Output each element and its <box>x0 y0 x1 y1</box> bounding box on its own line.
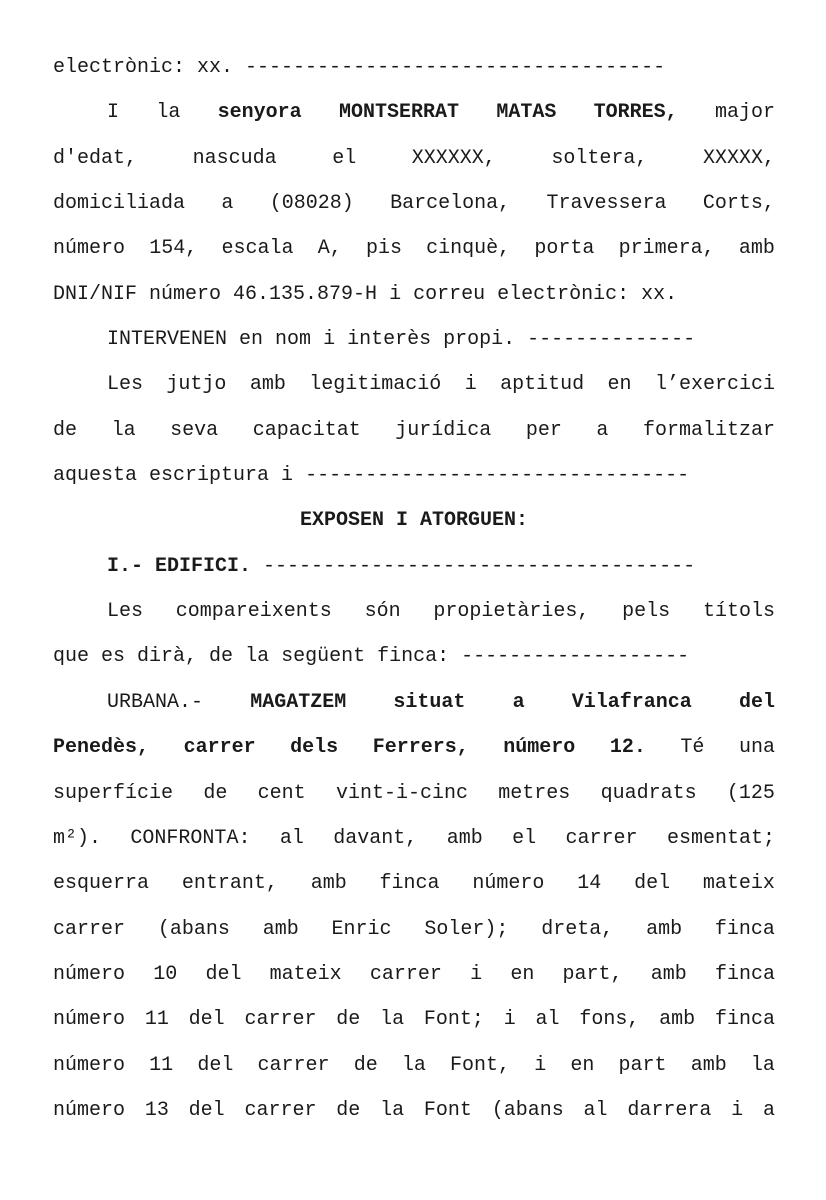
text-word: amb <box>646 917 683 941</box>
text-word: de <box>353 1053 378 1077</box>
text-word: escala <box>221 237 294 261</box>
text-word: xx. <box>197 56 234 79</box>
text-word: ------------------------------------ <box>263 554 696 578</box>
text-word: i <box>534 1053 547 1077</box>
text-word: i <box>281 464 294 488</box>
text-word: quadrats <box>600 781 697 805</box>
text-word: número <box>53 1053 126 1077</box>
text-word: URBANA.- <box>107 690 204 714</box>
text-word: i <box>503 1008 516 1032</box>
text-word: nom <box>275 328 312 352</box>
text-word: a <box>596 418 609 442</box>
text-word: següent <box>281 645 366 669</box>
text-word: amb <box>659 1008 696 1032</box>
text-word: Soler); <box>424 917 509 941</box>
text-word: EXPOSEN I ATORGUEN: <box>299 509 529 533</box>
text-word: ------------------- <box>461 645 690 669</box>
text-word: amb <box>249 373 286 397</box>
text-line <box>53 771 775 816</box>
text-word: i <box>464 373 477 397</box>
text-word: de <box>209 645 234 669</box>
text-word: Barcelona, <box>390 192 511 216</box>
text-word: darrera <box>627 1098 712 1122</box>
text-word: a <box>221 192 234 216</box>
text-word: d'edat, <box>53 146 138 170</box>
text-word: cinquè, <box>426 237 511 261</box>
text-word: i <box>470 962 483 986</box>
text-word: amb <box>650 962 687 986</box>
text-word: número <box>53 962 126 986</box>
text-word: per <box>525 418 562 442</box>
text-word: porta <box>534 237 595 261</box>
text-word: aptitud <box>500 373 585 397</box>
text-line <box>53 453 775 498</box>
text-word: a <box>762 1098 775 1122</box>
text-word: carrer <box>369 962 442 986</box>
text-line <box>53 861 775 906</box>
text-word: vint-i-cinc <box>335 781 468 805</box>
text-word: de <box>203 781 228 805</box>
text-line <box>53 362 775 407</box>
text-word: mateix <box>702 872 775 896</box>
text-word: finca: <box>377 645 450 669</box>
text-word: DNI/NIF <box>53 282 138 306</box>
text-word: pels <box>622 600 671 624</box>
text-line <box>53 997 775 1042</box>
text-line <box>53 181 775 226</box>
text-word: la <box>401 1053 426 1077</box>
text-line <box>53 816 775 861</box>
text-word: carrer <box>244 1098 317 1122</box>
text-word: esquerra <box>53 872 150 896</box>
text-word: 46.135.879-H <box>233 282 378 306</box>
text-word: a <box>512 690 525 714</box>
text-word: compareixents <box>175 600 332 624</box>
text-word: interès <box>347 328 432 352</box>
text-word: carrer <box>565 826 638 850</box>
text-word: la <box>111 418 136 442</box>
text-word: en <box>570 1053 595 1077</box>
text-line <box>53 317 775 362</box>
text-word: la <box>245 645 270 669</box>
text-word: de <box>53 418 78 442</box>
text-line <box>53 1088 775 1133</box>
text-word: metres <box>498 781 571 805</box>
text-word: de <box>336 1098 361 1122</box>
text-word: la <box>156 101 181 125</box>
text-word: nascuda <box>192 146 277 170</box>
text-word: i <box>323 328 336 352</box>
text-word: I <box>107 101 120 125</box>
text-word: propietàries, <box>433 600 590 624</box>
text-word: Corts, <box>702 192 775 216</box>
text-line <box>53 226 775 271</box>
text-word: la <box>750 1053 775 1077</box>
text-word: 12. <box>609 736 646 760</box>
text-word: domiciliada <box>53 192 186 216</box>
text-word: Vilafranca <box>571 690 692 714</box>
text-word: 14 <box>577 872 602 896</box>
text-word: carrer <box>53 917 126 941</box>
text-word: formalitzar <box>642 418 775 442</box>
text-word: MAGATZEM <box>250 690 347 714</box>
text-word: correu <box>413 282 486 306</box>
text-word: (125 <box>726 781 775 805</box>
text-word: I.- EDIFICI. <box>107 554 252 578</box>
text-word: part <box>618 1053 667 1077</box>
text-word: número <box>503 736 576 760</box>
text-line <box>53 408 775 453</box>
text-word: Té <box>680 736 705 760</box>
text-word: del <box>634 872 671 896</box>
text-word: número <box>53 1008 126 1032</box>
text-line <box>53 680 775 725</box>
text-word: el <box>512 826 537 850</box>
text-line <box>53 589 775 634</box>
text-word: seva <box>170 418 219 442</box>
text-word: 10 <box>153 962 178 986</box>
text-word: amb <box>262 917 299 941</box>
text-word: Penedès, <box>53 736 150 760</box>
text-word: en <box>239 328 264 352</box>
text-word: pis <box>365 237 402 261</box>
text-word: el <box>332 146 357 170</box>
text-word: capacitat <box>252 418 361 442</box>
text-word: MATAS <box>496 101 557 125</box>
text-word: en <box>510 962 535 986</box>
text-word: 13 <box>144 1098 169 1122</box>
text-word: part, <box>562 962 623 986</box>
text-word: i <box>389 282 402 306</box>
text-word: del <box>188 1098 225 1122</box>
text-word: superfície <box>53 781 174 805</box>
text-word: finca <box>714 1008 775 1032</box>
text-word: situat <box>393 690 466 714</box>
text-line <box>53 45 775 90</box>
text-line <box>53 498 775 543</box>
text-word: INTERVENEN <box>107 328 228 352</box>
text-word: davant, <box>333 826 418 850</box>
text-word: aquesta <box>53 464 138 488</box>
text-word: amb <box>738 237 775 261</box>
text-word: dels <box>290 736 339 760</box>
text-word: electrònic: <box>497 282 630 306</box>
text-word: propi. <box>443 328 516 352</box>
text-word: Ferrers, <box>372 736 469 760</box>
text-word: del <box>738 690 775 714</box>
text-word: CONFRONTA: <box>130 826 251 850</box>
text-word: XXXXX, <box>702 146 775 170</box>
text-word: -------------- <box>527 328 696 352</box>
text-word: mateix <box>269 962 342 986</box>
text-word: jurídica <box>395 418 492 442</box>
text-line <box>53 90 775 135</box>
text-line <box>53 272 775 317</box>
text-word: al <box>535 1008 560 1032</box>
text-line <box>53 136 775 181</box>
text-word: major <box>714 101 775 125</box>
text-word: Les <box>107 373 144 397</box>
text-word: 11 <box>144 1008 169 1032</box>
text-word: ----------------------------------- <box>245 56 666 79</box>
text-word: la <box>380 1098 405 1122</box>
text-word: jutjo <box>166 373 227 397</box>
text-line <box>53 634 775 679</box>
text-word: Font; <box>423 1008 484 1032</box>
text-word: fons, <box>579 1008 640 1032</box>
text-word: carrer <box>183 736 256 760</box>
text-word: senyora <box>217 101 302 125</box>
text-word: en <box>607 373 632 397</box>
document-page <box>53 45 775 1133</box>
text-word: soltera, <box>551 146 648 170</box>
text-word: (abans <box>491 1098 564 1122</box>
text-word: TORRES, <box>593 101 678 125</box>
text-word: Font, <box>450 1053 511 1077</box>
text-word: cent <box>257 781 306 805</box>
text-word: carrer <box>244 1008 317 1032</box>
text-word: del <box>188 1008 225 1032</box>
text-word: finca <box>379 872 440 896</box>
text-word: es <box>101 645 126 669</box>
text-word: XXXXXX, <box>411 146 496 170</box>
text-line <box>53 1043 775 1088</box>
text-word: A, <box>317 237 342 261</box>
text-word: títols <box>702 600 775 624</box>
text-word: número <box>53 237 126 261</box>
text-word: l’exercici <box>654 373 775 397</box>
text-word: número <box>149 282 222 306</box>
text-word: amb <box>446 826 483 850</box>
text-word: Font <box>423 1098 472 1122</box>
text-word: primera, <box>618 237 715 261</box>
text-word: entrant, <box>181 872 278 896</box>
text-word: (08028) <box>269 192 354 216</box>
text-word: 154, <box>149 237 198 261</box>
text-word: al <box>279 826 304 850</box>
text-word: amb <box>690 1053 727 1077</box>
text-word: número <box>53 1098 126 1122</box>
text-word: MONTSERRAT <box>338 101 460 125</box>
text-word: legitimació <box>309 373 442 397</box>
text-line <box>53 725 775 770</box>
text-word: amb <box>310 872 347 896</box>
text-word: són <box>364 600 401 624</box>
text-word: al <box>583 1098 608 1122</box>
text-word: dirà, <box>137 645 198 669</box>
text-line <box>53 544 775 589</box>
text-word: xx. <box>641 282 678 306</box>
text-word: esmentat; <box>666 826 775 850</box>
text-word: escriptura <box>149 464 270 488</box>
text-word: i <box>731 1098 744 1122</box>
text-word: dreta, <box>541 917 614 941</box>
text-word: una <box>738 736 775 760</box>
text-line <box>53 952 775 997</box>
text-word: m²). <box>53 826 102 850</box>
text-word: 11 <box>149 1053 174 1077</box>
text-word: -------------------------------- <box>305 464 690 488</box>
text-word: finca <box>714 962 775 986</box>
text-line <box>53 907 775 952</box>
text-word: Les <box>107 600 144 624</box>
text-word: que <box>53 645 90 669</box>
text-word: finca <box>714 917 775 941</box>
text-word: electrònic: <box>53 56 186 79</box>
text-word: número <box>472 872 545 896</box>
text-word: (abans <box>157 917 230 941</box>
text-word: la <box>380 1008 405 1032</box>
text-word: Enric <box>331 917 392 941</box>
text-word: del <box>197 1053 234 1077</box>
text-word: Travessera <box>546 192 667 216</box>
text-word: carrer <box>257 1053 330 1077</box>
text-word: de <box>336 1008 361 1032</box>
text-word: del <box>205 962 242 986</box>
